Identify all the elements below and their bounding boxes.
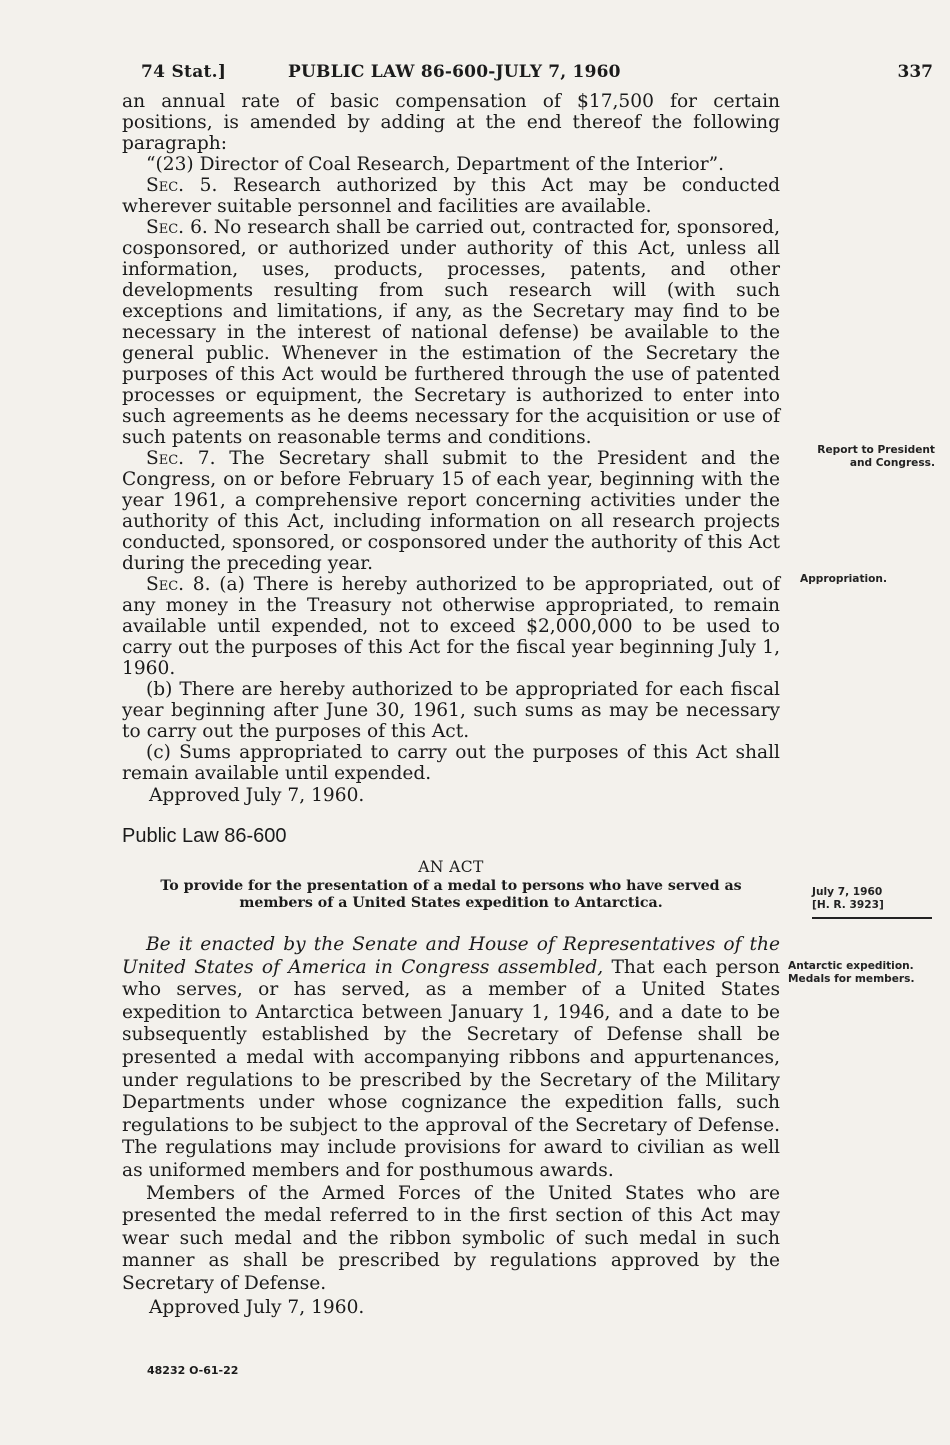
margin-note-medals: Medals for members.: [788, 973, 915, 985]
act-purpose: To provide for the presentation of a medal to persons who have served as members of a United States expedition to Antarctica.: [160, 878, 742, 911]
paragraph-section-2: Members of the Armed Forces of the United States who are presented the medal referred to in the first section of this Act may wear such medal and the ribbon symbolic of such medal in such manner as shall be prescribed by regulations approved by the Secretary of Defense.: [122, 1182, 780, 1294]
running-head-title: PUBLIC LAW 86-600-JULY 7, 1960: [288, 62, 621, 82]
section-text: Research authorized by this Act may be conducted wherever suitable personnel and facilities are available.: [122, 175, 780, 217]
enacting-clause: Be it enacted by the Senate and House of Representatives of the United States of America in Congress assembled,: [122, 934, 780, 978]
paragraph-sec-7: [122, 448, 780, 574]
section-label: Sec. 7.: [146, 448, 216, 469]
paragraph-sec-5: [122, 175, 780, 217]
section-text-lower: [122, 934, 780, 1319]
margin-note-antarctic: [788, 960, 928, 986]
section-text: No research shall be carried out, contracted for, sponsored, cosponsored, or authorized under authority of this Act, unless all information, uses, products, processes, patents, and other developments resulting from such research will (with such exceptions and limitations, if any, as the Secretary may find to be necessary in the interest of national defense) be available to the general public. Whenever in the estimation of the Secretary the purposes of this Act would be furthered through the use of patented processes or equipment, the Secretary is authorized to enter into such agreements as he deems necessary for the acquisition or use of such patents on reasonable terms and conditions.: [122, 217, 780, 448]
page-number: 337: [897, 62, 933, 82]
paragraph-sec-8: [122, 574, 780, 679]
margin-note-date: [812, 886, 932, 919]
paragraph: “(23) Director of Coal Research, Department of the Interior”.: [146, 154, 725, 175]
margin-note-appropriation: Appropriation.: [800, 573, 887, 585]
section-text: That each person who serves, or has served, as a member of a United States expedition to Antarctica between January 1, 1946, and a date to be subsequently established by the Secretary of Defense shall be presented a medal with accompanying ribbons and appurtenances, under regulations to be prescribed by the Secretary of the Military Departments under whose cognizance the expedition falls, such regulations to be subject to the approval of the Secretary of Defense. The regulations may include provisions for award to civilian as well as uniformed members and for posthumous awards.: [122, 956, 780, 1181]
statute-reference: 74 Stat.]: [141, 62, 227, 82]
section-text: (a) There is hereby authorized to be appropriated, out of any money in the Treasury not otherwise appropriated, to remain available until expended, not to exceed $2,000,000 to be used to carry out the purposes of this Act for the fiscal year beginning July 1, 1960.: [122, 574, 780, 679]
running-head: [141, 62, 933, 86]
paragraph: (c) Sums appropriated to carry out the purposes of this Act shall remain available until expended.: [122, 742, 780, 784]
section-label: Sec. 5.: [146, 175, 218, 196]
section-text-upper: [122, 91, 780, 806]
approval-line: Approved July 7, 1960.: [149, 785, 365, 806]
margin-note-expedition: Antarctic expedition.: [788, 960, 914, 972]
section-text: The Secretary shall submit to the President and the Congress, on or before February 15 of each year, beginning with the year 1961, a comprehensive report concerning activities under the authority of this Act, including information on all research projects conducted, sponsored, or cosponsored under the authority of this Act during the preceding year.: [122, 448, 780, 574]
approval-date: July 7, 1960: [812, 886, 883, 898]
margin-note-report: Report to President and Congress.: [817, 444, 935, 469]
section-label: Sec. 8.: [146, 574, 211, 595]
print-code: 48232 O-61-22: [147, 1364, 239, 1377]
paragraph-section-1: [122, 934, 780, 1183]
paragraph-sec-6: [122, 217, 780, 448]
approval-line: Approved July 7, 1960.: [149, 1296, 365, 1318]
bill-number: [H. R. 3923]: [812, 899, 884, 911]
paragraph: (b) There are hereby authorized to be appropriated for each fiscal year beginning after June 30, 1961, such sums as may be necessary to carry out the purposes of this Act.: [122, 679, 780, 742]
section-label: Sec. 6.: [146, 217, 208, 238]
public-law-title: Public Law 86-600: [122, 825, 287, 847]
paragraph: an annual rate of basic compensation of $17,500 for certain positions, is amended by adding at the end thereof the following paragraph:: [122, 91, 780, 154]
act-heading: AN ACT: [418, 858, 484, 876]
